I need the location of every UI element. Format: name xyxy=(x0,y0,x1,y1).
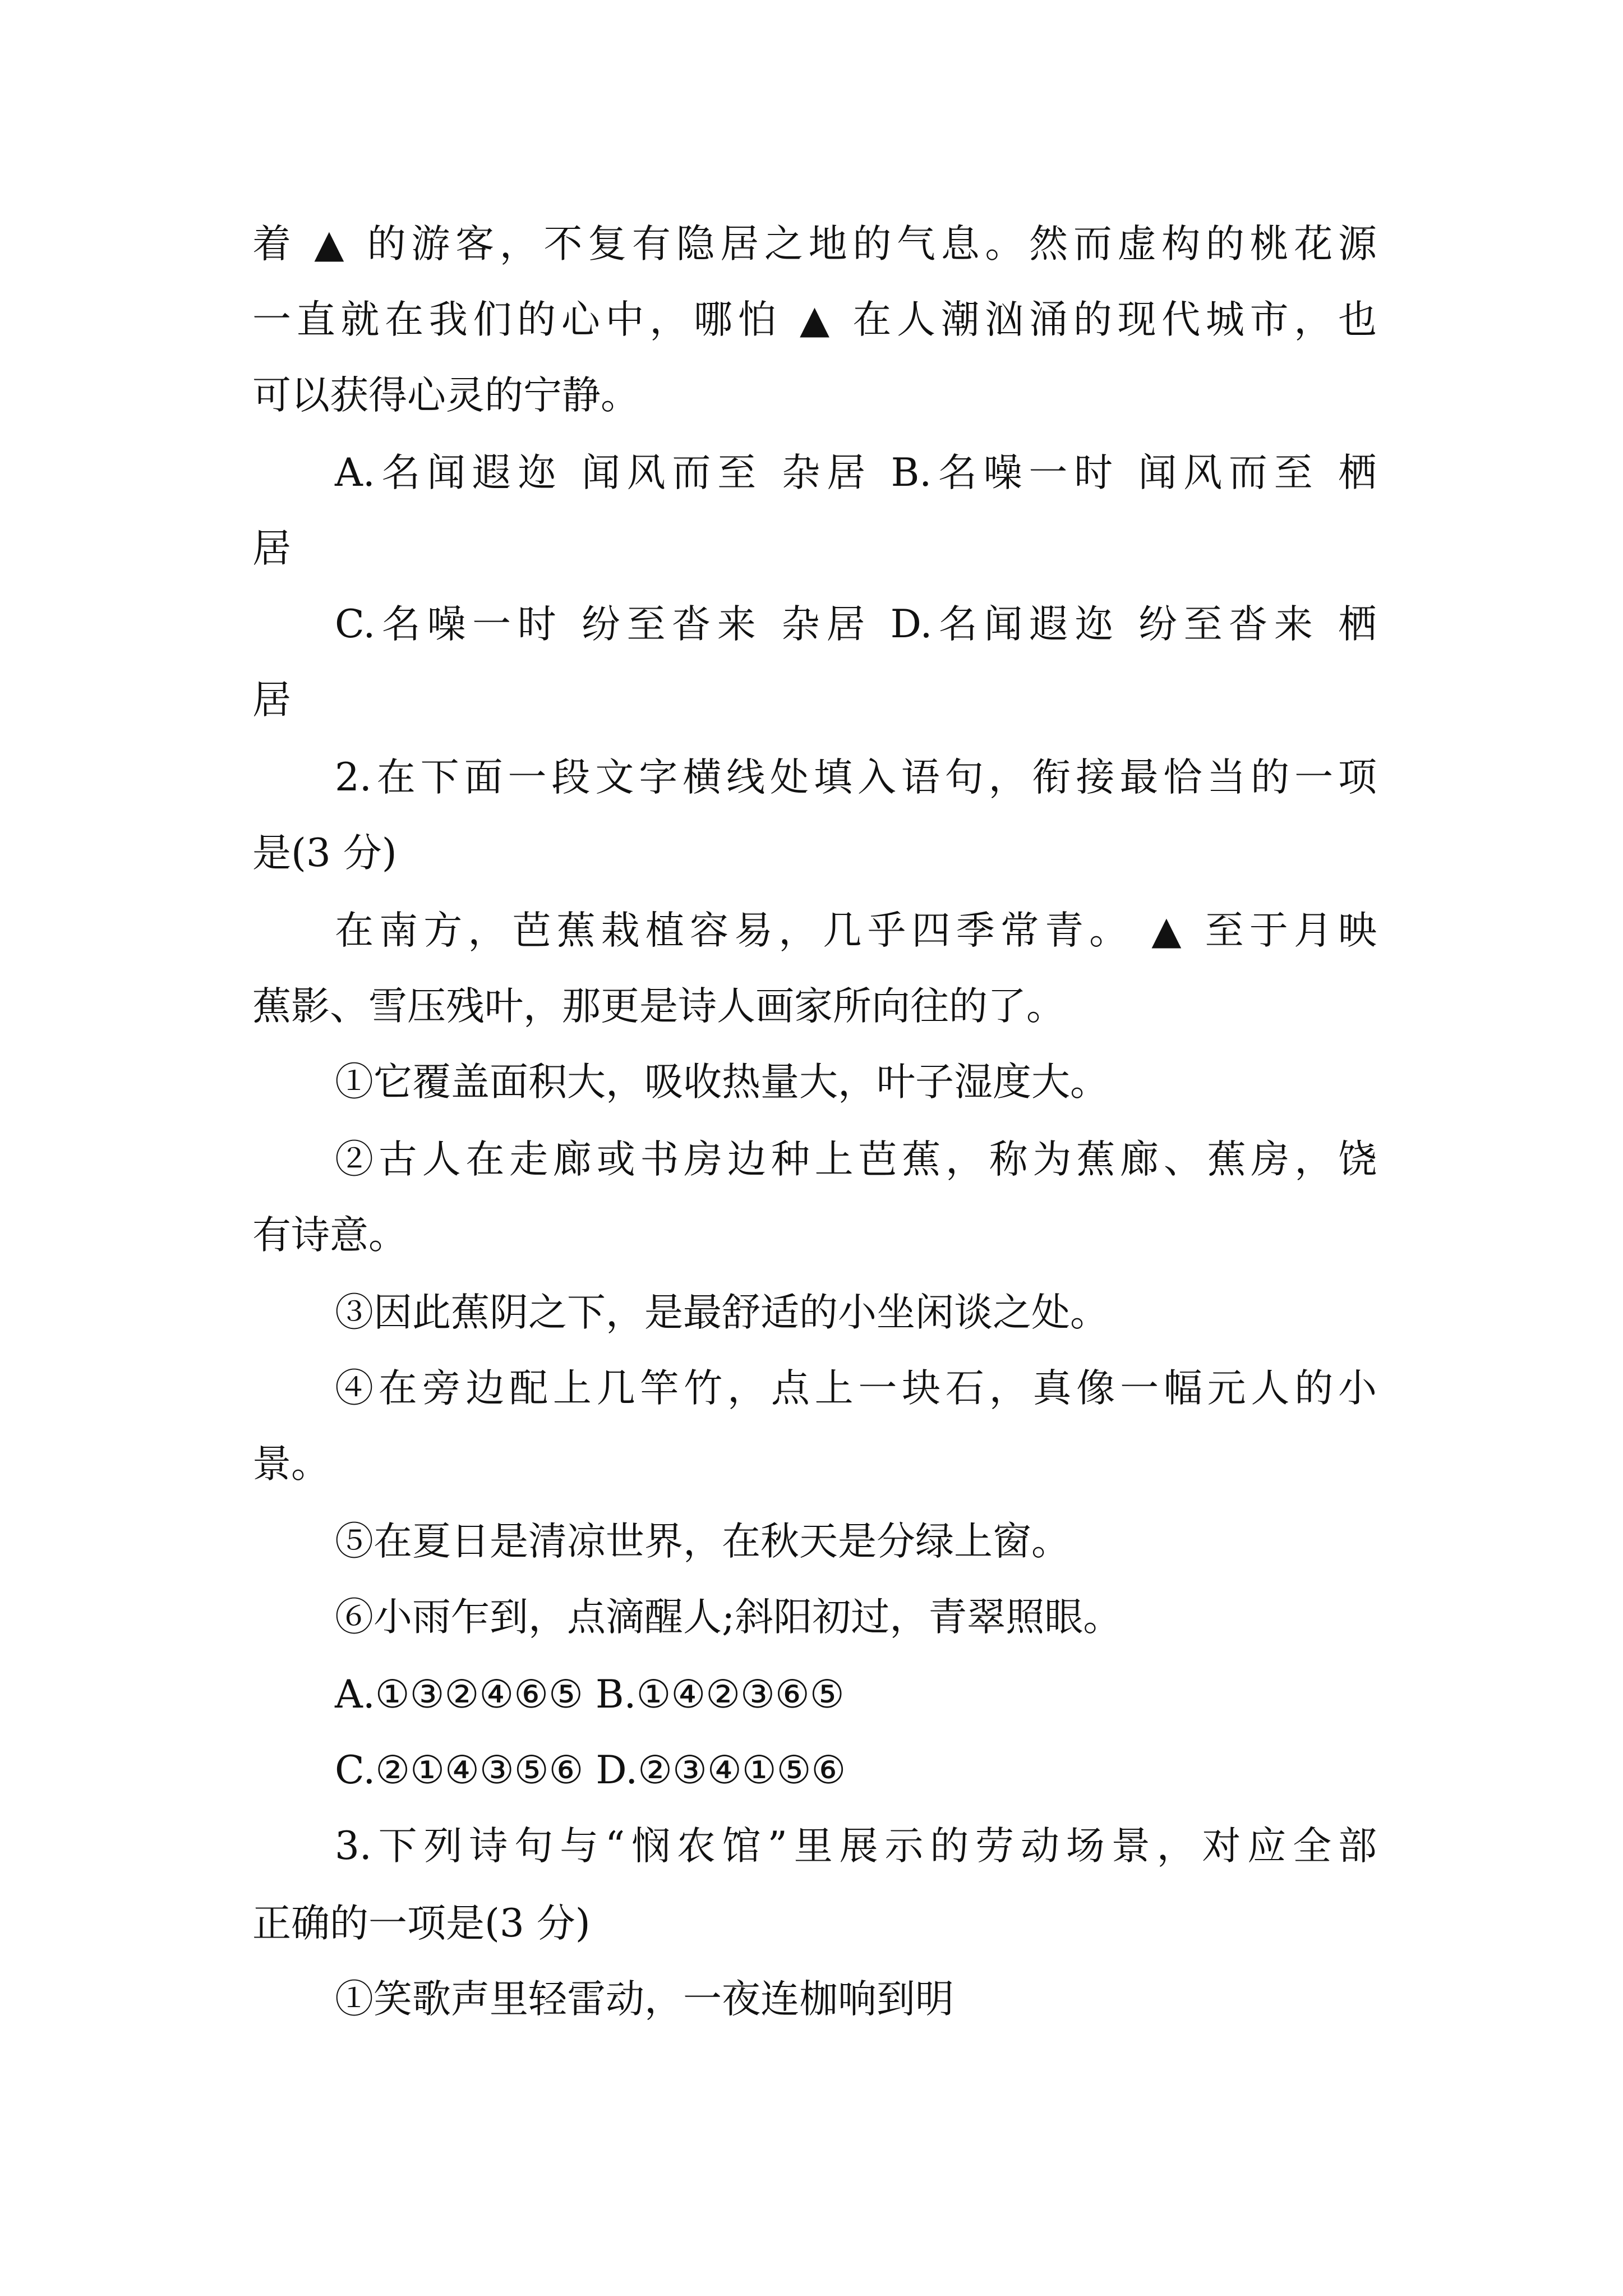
question-2-stem-wrap: 是(3 分) xyxy=(252,831,397,876)
option-line-ab-wrap: 居 xyxy=(252,526,291,571)
question-3-stem: 3.下列诗句与“悯农馆”里展示的劳动场景，对应全部 xyxy=(335,1824,1377,1869)
poem-line-1: ①笑歌声里轻雷动，一夜连枷响到明 xyxy=(335,1977,954,2022)
sentence-4-wrap: 景。 xyxy=(252,1442,330,1487)
sentence-1: ①它覆盖面积大，吸收热量大，叶子湿度大。 xyxy=(335,1060,1109,1105)
sentence-6: ⑥小雨乍到，点滴醒人;斜阳初过，青翠照眼。 xyxy=(335,1595,1122,1640)
sentence-3: ③因此蕉阴之下，是最舒适的小坐闲谈之处。 xyxy=(335,1290,1109,1335)
sentence-2: ②古人在走廊或书房边种上芭蕉，称为蕉廊、蕉房，饶 xyxy=(335,1137,1377,1182)
sentence-4: ④在旁边配上几竿竹，点上一块石，真像一幅元人的小 xyxy=(335,1366,1377,1411)
question-2-options-ab: A.①③②④⑥⑤ B.①④②③⑥⑤ xyxy=(335,1672,845,1717)
question-2-stem: 2.在下面一段文字横线处填入语句，衔接最恰当的一项 xyxy=(335,755,1377,800)
question-2-passage-wrap: 蕉影、雪压残叶，那更是诗人画家所向往的了。 xyxy=(252,984,1065,1029)
question-2-options-cd: C.②①④③⑤⑥ D.②③④①⑤⑥ xyxy=(335,1748,846,1793)
question-3-stem-wrap: 正确的一项是(3 分) xyxy=(252,1901,591,1946)
text-line-3: 可以获得心灵的宁静。 xyxy=(252,373,639,418)
question-2-passage: 在南方，芭蕉栽植容易，几乎四季常青。 ▲ 至于月映 xyxy=(335,908,1377,953)
option-line-ab: A.名闻遐迩 闻风而至 杂居 B.名噪一时 闻风而至 栖 xyxy=(335,450,1377,495)
text-line-1: 着 ▲ 的游客，不复有隐居之地的气息。然而虚构的桃花源 xyxy=(252,222,1377,266)
sentence-2-wrap: 有诗意。 xyxy=(252,1213,407,1258)
text-line-2: 一直就在我们的心中，哪怕 ▲ 在人潮汹涌的现代城市，也 xyxy=(252,297,1377,342)
option-line-cd-wrap: 居 xyxy=(252,678,291,723)
option-line-cd: C.名噪一时 纷至沓来 杂居 D.名闻遐迩 纷至沓来 栖 xyxy=(335,602,1377,647)
sentence-5: ⑤在夏日是清凉世界，在秋天是分绿上窗。 xyxy=(335,1519,1070,1564)
